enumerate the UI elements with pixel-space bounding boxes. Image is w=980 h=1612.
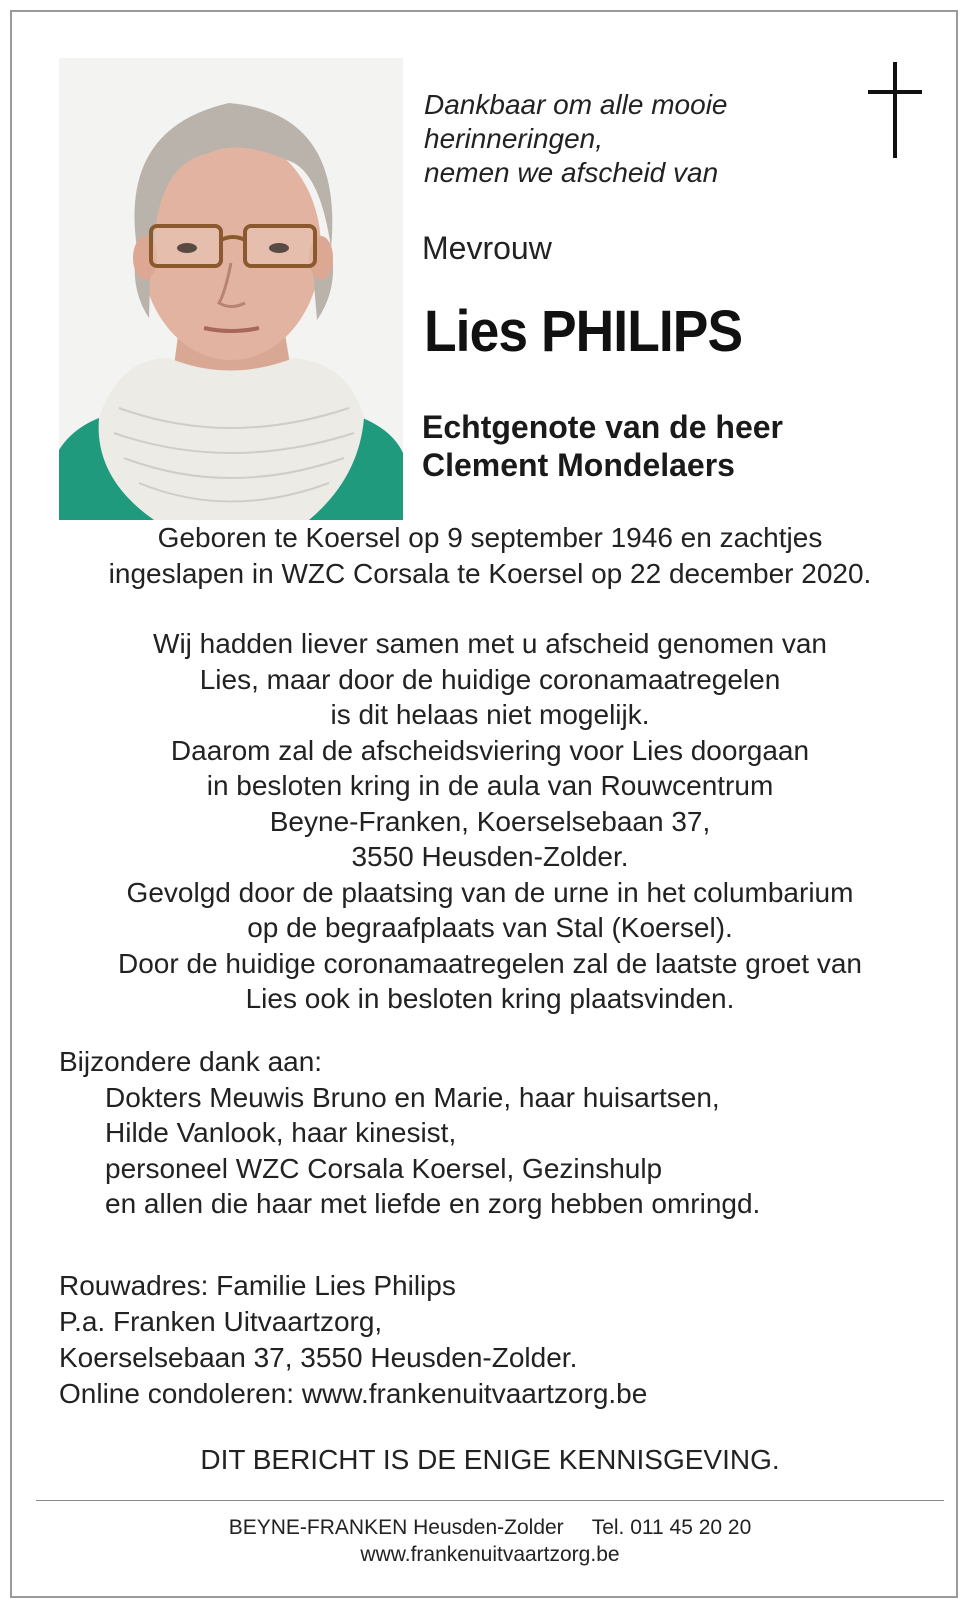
intro-line: herinneringen, [424, 123, 604, 154]
thanks-heading: Bijzondere dank aan: [59, 1046, 323, 1077]
birth-death-info [0, 520, 980, 592]
portrait-illustration [59, 58, 403, 520]
footer-website[interactable]: www.frankenuitvaartzorg.be [360, 1543, 620, 1566]
salutation: Mevrouw [422, 230, 552, 266]
cross-icon [868, 62, 922, 158]
thanks-item: personeel WZC Corsala Koersel, Gezinshulp [105, 1152, 663, 1184]
address-line: Online condoleren: www.frankenuitvaartzorg.be [59, 1378, 648, 1409]
message-line: Lies, maar door de huidige coronamaatregelen [199, 663, 781, 695]
ceremony-message [0, 626, 980, 1017]
deceased-name: Lies PHILIPS [424, 299, 743, 364]
message-line: in besloten kring in de aula van Rouwcentrum [206, 770, 774, 801]
address-line: P.a. Franken Uitvaartzorg, [59, 1306, 383, 1337]
footer-company: BEYNE-FRANKEN Heusden-Zolder [228, 1516, 564, 1539]
intro-text [424, 88, 728, 190]
message-line: Beyne-Franken, Koerselsebaan 37, [269, 805, 711, 837]
footer-divider [36, 1500, 944, 1501]
spouse-info [422, 408, 783, 484]
special-thanks [59, 1044, 760, 1222]
thanks-item: Hilde Vanlook, haar kinesist, [105, 1117, 457, 1148]
address-line: Koerselsebaan 37, 3550 Heusden-Zolder. [59, 1342, 578, 1373]
footer [0, 1514, 980, 1568]
spouse-line: Clement Mondelaers [422, 447, 735, 483]
notice-line: DIT BERICHT IS DE ENIGE KENNISGEVING. [200, 1444, 780, 1475]
address-line: Rouwadres: Familie Lies Philips [59, 1270, 456, 1301]
thanks-item: en allen die haar met liefde en zorg hebben omringd. [105, 1188, 761, 1219]
message-line: Gevolgd door de plaatsing van de urne in het columbarium [126, 876, 854, 908]
thanks-item: Dokters Meuwis Bruno en Marie, haar huisartsen, [105, 1081, 720, 1113]
intro-line: Dankbaar om alle mooie [424, 89, 728, 120]
birth-line: Geboren te Koersel op 9 september 1946 en zachtjes [157, 522, 823, 553]
message-line: Door de huidige coronamaatregelen zal de laatste groet van [117, 947, 863, 979]
message-line: op de begraafplaats van Stal (Koersel). [247, 912, 733, 943]
message-line: Lies ook in besloten kring plaatsvinden. [245, 983, 735, 1014]
footer-phone: Tel. 011 45 20 20 [591, 1516, 752, 1539]
message-line: Wij hadden liever samen met u afscheid genomen van [153, 628, 827, 659]
message-line: 3550 Heusden-Zolder. [351, 841, 629, 872]
portrait-photo [59, 58, 403, 520]
intro-line: nemen we afscheid van [424, 157, 719, 188]
spouse-line: Echtgenote van de heer [422, 409, 783, 445]
message-line: Daarom zal de afscheidsviering voor Lies doorgaan [170, 734, 810, 766]
mourning-address [59, 1268, 647, 1412]
birth-line: ingeslapen in WZC Corsala te Koersel op 22 december 2020. [108, 558, 872, 589]
message-line: is dit helaas niet mogelijk. [330, 699, 650, 730]
